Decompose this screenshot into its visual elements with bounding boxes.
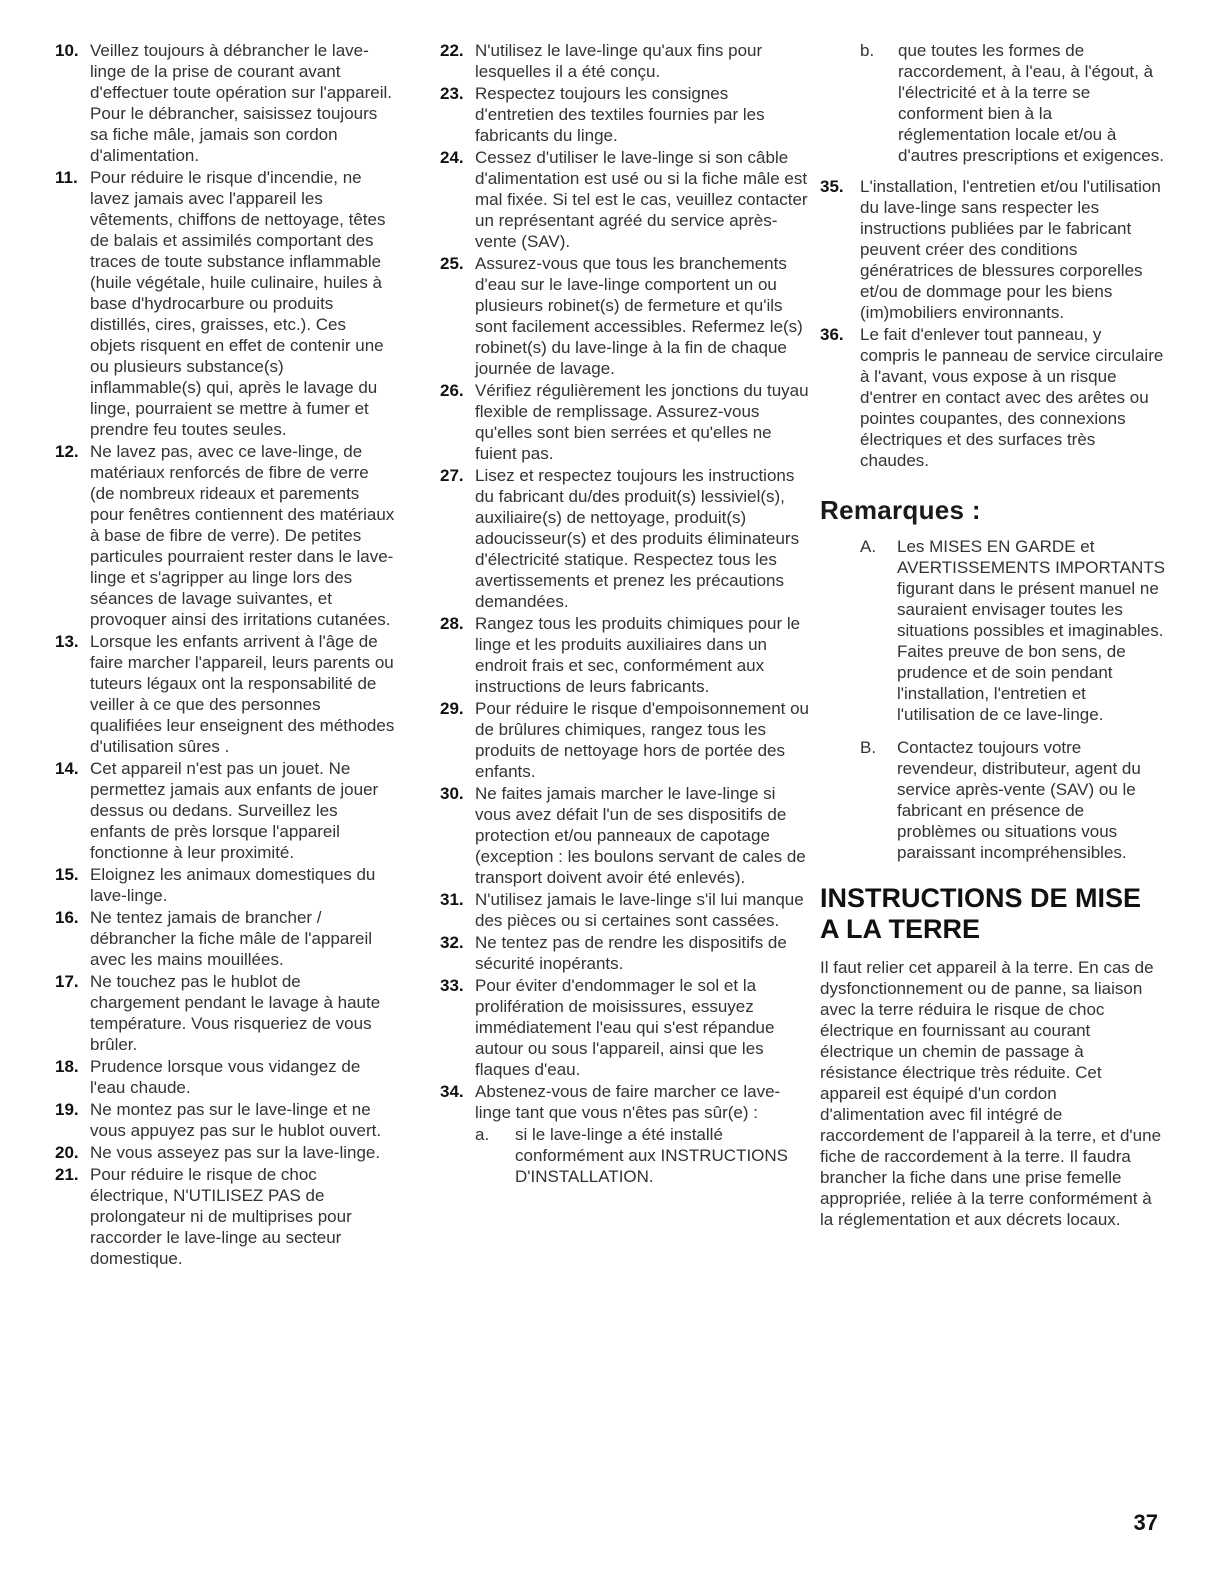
item-text: Ne touchez pas le hublot de chargement pendant le lavage à haute température. Vous risqueriez de vous brûler. <box>90 972 381 1054</box>
list-item <box>440 889 810 931</box>
item-number: 18. <box>55 1057 79 1076</box>
item-number: 23. <box>440 84 464 103</box>
list-item <box>440 40 810 82</box>
list-item <box>55 758 395 863</box>
remark-letter: B. <box>860 738 877 757</box>
sub-item-b <box>860 40 1165 166</box>
remark-text: Contactez toujours votre revendeur, distributeur, agent du service après-vente (SAV) ou le fabricant en présence de problèmes ou situations vous paraissant incompréhensibles. <box>897 738 1141 862</box>
item-number: 11. <box>55 168 78 187</box>
list-item <box>440 253 810 379</box>
item-number: 31. <box>440 890 464 909</box>
item-number: 36. <box>820 325 844 344</box>
item-text: L'installation, l'entretien et/ou l'utilisation du lave-linge sans respecter les instructions publiées par le fabricant peuvent créer des conditions génératrices de blessures corporelles et/ou de dommage pour les biens (im)mobiliers environnants. <box>860 177 1161 322</box>
item-text: Ne montez pas sur le lave-linge et ne vous appuyez pas sur le hublot ouvert. <box>90 1100 382 1140</box>
item-number: 28. <box>440 614 464 633</box>
item-text: Le fait d'enlever tout panneau, y compris le panneau de service circulaire à l'avant, vous expose à un risque d'entrer en contact avec des arêtes ou pointes coupantes, des connexions électriques et des surfaces très chaudes. <box>860 325 1164 470</box>
item-text: Lorsque les enfants arrivent à l'âge de faire marcher l'appareil, leurs parents ou tuteurs légaux ont la responsabilité de veiller à ce que des personnes qualifiées leur enseignent des méthodes d'utilisation sûres . <box>90 632 395 756</box>
item-text: Ne faites jamais marcher le lave-linge si vous avez défait l'un de ses dispositifs de protection et/ou panneaux de capotage (exception : les boulons servant de cales de transport doivent avoir été enlevés). <box>475 784 806 887</box>
list-item <box>440 783 810 888</box>
list-item <box>440 975 810 1080</box>
column-middle <box>440 40 810 1187</box>
item-number: 26. <box>440 381 464 400</box>
grounding-instructions-text: Il faut relier cet appareil à la terre. En cas de dysfonctionnement ou de panne, sa liaison avec la terre réduira le risque de choc électrique en fournissant au courant électrique un chemin de passage à résistance électrique très réduite. Cet appareil est équipé d'un cordon d'alimentation avec fil intégré de raccordement de l'appareil à la terre, et d'une fiche de raccordement à la terre. Il faudra brancher la fiche dans une prise femelle appropriée, reliée à la terre conformément à la réglementation et aux décrets locaux. <box>820 958 1162 1229</box>
item-number: 17. <box>55 972 79 991</box>
item-number: 35. <box>820 177 844 196</box>
item-text: N'utilisez le lave-linge qu'aux fins pour lesquelles il a été conçu. <box>475 41 763 81</box>
item-text: Eloignez les animaux domestiques du lave-linge. <box>90 865 376 905</box>
item-text: Prudence lorsque vous vidangez de l'eau chaude. <box>90 1057 361 1097</box>
list-item <box>55 40 395 166</box>
list-item <box>440 932 810 974</box>
list-item <box>440 147 810 252</box>
item-text: Vérifiez régulièrement les jonctions du tuyau flexible de remplissage. Assurez-vous qu'elles sont bien serrées et qu'elles ne fuient pas. <box>475 381 809 463</box>
item-text: Cet appareil n'est pas un jouet. Ne permettez jamais aux enfants de jouer dessus ou dedans. Surveillez les enfants de près lorsque l'appareil fonctionne à leur proximité. <box>90 759 379 862</box>
item-number: 13. <box>55 632 79 651</box>
item-text: N'utilisez jamais le lave-linge s'il lui manque des pièces ou si certaines sont cassées. <box>475 890 804 930</box>
sub-item-letter: a. <box>475 1125 490 1144</box>
item-text: Pour réduire le risque d'empoisonnement ou de brûlures chimiques, rangez tous les produits de nettoyage hors de portée des enfants. <box>475 699 809 781</box>
list-item <box>440 83 810 146</box>
item-number: 32. <box>440 933 464 952</box>
item-number: 25. <box>440 254 464 273</box>
sub-item-a <box>475 1124 810 1187</box>
list-item <box>55 167 395 440</box>
item-number: 34. <box>440 1082 464 1101</box>
list-item <box>55 441 395 630</box>
list-item <box>55 631 395 757</box>
item-text: Veillez toujours à débrancher le lave-linge de la prise de courant avant d'effectuer toute opération sur l'appareil. Pour le débrancher, saisissez toujours sa fiche mâle, jamais son cordon d'alimentation. <box>90 41 392 165</box>
sub-item-text: si le lave-linge a été installé conformément aux INSTRUCTIONS D'INSTALLATION. <box>515 1125 789 1186</box>
list-item <box>55 1056 395 1098</box>
list-item <box>55 1142 395 1163</box>
item-number: 12. <box>55 442 79 461</box>
item-number: 20. <box>55 1143 79 1162</box>
item-text: Ne lavez pas, avec ce lave-linge, de matériaux renforcés de fibre de verre (de nombreux rideaux et parements pour fenêtres contiennent des matériaux à base de fibre de verre). De petites particules pourraient rester dans le lave-linge et s'agripper au linge lors des séances de lavage suivantes, et provoquer ainsi des irritations cutanées. <box>90 442 395 629</box>
item-number: 16. <box>55 908 79 927</box>
item-text: Ne vous asseyez pas sur la lave-linge. <box>90 1143 381 1162</box>
sub-item-text: que toutes les formes de raccordement, à l'eau, à l'égout, à l'électricité et à la terre se conforment bien à la réglementation locale et/ou à d'autres prescriptions et exigences. <box>898 41 1164 165</box>
item-text: Assurez-vous que tous les branchements d'eau sur le lave-linge comportent un ou plusieurs robinet(s) de fermeture et qu'ils sont facilement accessibles. Refermez le(s) robinet(s) du lave-linge à la fin de chaque journée de lavage. <box>475 254 803 378</box>
remark-item <box>860 737 1165 863</box>
item-text: Respectez toujours les consignes d'entretien des textiles fournies par les fabricants du linge. <box>475 84 765 145</box>
item-number: 22. <box>440 41 464 60</box>
item-number: 30. <box>440 784 464 803</box>
remark-item <box>860 536 1165 725</box>
item-text: Abstenez-vous de faire marcher ce lave-linge tant que vous n'êtes pas sûr(e) : <box>475 1082 781 1122</box>
page-number: 37 <box>1133 1510 1158 1535</box>
remark-text: Les MISES EN GARDE et AVERTISSEMENTS IMPORTANTS figurant dans le présent manuel ne sauraient envisager toutes les situations possibles et imaginables. Faites preuve de bon sens, de prudence et de soin pendant l'installation, l'entretien et l'utilisation de ce lave-linge. <box>897 537 1165 724</box>
list-item <box>440 698 810 782</box>
list-item <box>440 465 810 612</box>
item-number: 27. <box>440 466 464 485</box>
item-text: Ne tentez pas de rendre les dispositifs de sécurité inopérants. <box>475 933 787 973</box>
column-right <box>820 40 1165 1230</box>
column-left <box>55 40 395 1270</box>
list-item <box>820 324 1165 471</box>
item-text: Pour réduire le risque de choc électrique, N'UTILISEZ PAS de prolongateur ni de multiprises pour raccorder le lave-linge au secteur domestique. <box>90 1165 352 1268</box>
list-item <box>55 971 395 1055</box>
item-number: 10. <box>55 41 79 60</box>
item-text: Ne tentez jamais de brancher / débrancher la fiche mâle de l'appareil avec les mains mouillées. <box>90 908 373 969</box>
item-text: Lisez et respectez toujours les instructions du fabricant du/des produit(s) lessiviel(s), auxiliaire(s) de nettoyage, produit(s) adoucisseur(s) et des produits éliminateurs d'électricité statique. Respectez tous les avertissements et prenez les précautions demandées. <box>475 466 800 611</box>
list-item <box>440 613 810 697</box>
item-number: 21. <box>55 1165 79 1184</box>
item-number: 14. <box>55 759 79 778</box>
list-item <box>55 1099 395 1141</box>
item-text: Pour éviter d'endommager le sol et la prolifération de moisissures, essuyez immédiatement l'eau qui s'est répandue autour ou sous l'appareil, ainsi que les flaques d'eau. <box>475 976 775 1079</box>
list-item <box>55 907 395 970</box>
item-number: 24. <box>440 148 464 167</box>
list-item <box>820 176 1165 323</box>
item-number: 33. <box>440 976 464 995</box>
item-text: Pour réduire le risque d'incendie, ne lavez jamais avec l'appareil les vêtements, chiffons de nettoyage, têtes de balais et assimilés comportant des traces de toute substance inflammable (huile végétale, huile culinaire, huiles à base d'hydrocarbure ou produits distillés, cires, graisses, etc.). Ces objets risquent en effet de contenir une ou plusieurs substance(s) inflammable(s) qui, après le lavage du linge, pourraient se mettre à fumer et prendre feu toutes seules. <box>90 168 386 439</box>
sub-item-letter: b. <box>860 41 875 60</box>
list-item <box>55 1164 395 1269</box>
item-text: Rangez tous les produits chimiques pour le linge et les produits auxiliaires dans un endroit frais et sec, conformément aux instructions de leurs fabricants. <box>475 614 801 696</box>
item-number: 19. <box>55 1100 79 1119</box>
remark-letter: A. <box>860 537 877 556</box>
item-number: 29. <box>440 699 464 718</box>
list-item <box>440 1081 810 1123</box>
remarques-heading: Remarques : <box>820 495 981 525</box>
item-text: Cessez d'utiliser le lave-linge si son câble d'alimentation est usé ou si la fiche mâle est mal fixée. Si tel est le cas, veuillez contacter un représentant agréé du service après-vente (SAV). <box>475 148 808 251</box>
list-item <box>55 864 395 906</box>
grounding-instructions-heading: INSTRUCTIONS DE MISE A LA TERRE <box>820 883 1142 944</box>
item-number: 15. <box>55 865 79 884</box>
list-item <box>440 380 810 464</box>
